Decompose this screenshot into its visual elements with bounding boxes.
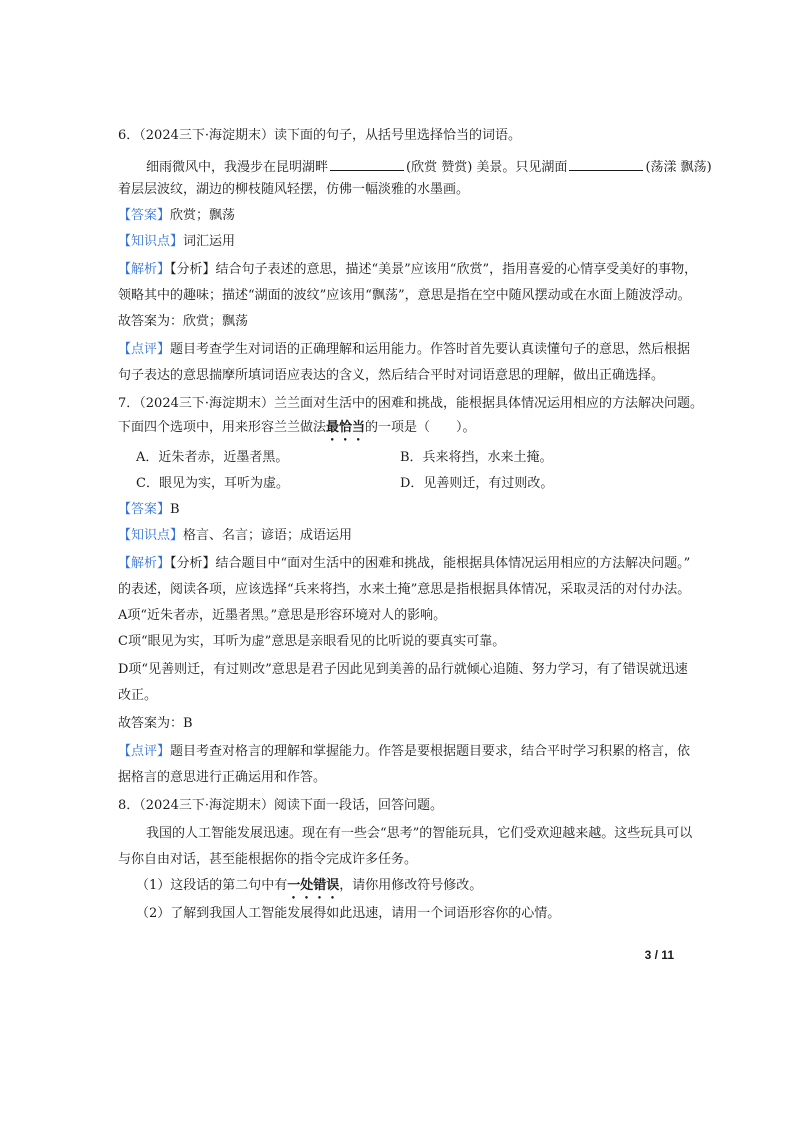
q7-comment-line-2: 据格言的意思进行正确运用和作答。 xyxy=(118,770,327,785)
analysis-tag: 【解析】 xyxy=(118,556,171,571)
q6-blank-1[interactable] xyxy=(330,158,404,171)
q7-analysis-line-7: 故答案为：B xyxy=(118,716,193,731)
knowledge-tag: 【知识点】 xyxy=(118,234,184,249)
q6-comment-line-2: 句子表达的意思揣摩所填词语应表达的含义，然后结合平时对词语意思的理解，做出正确选择。 xyxy=(118,368,665,383)
knowledge-tag: 【知识点】 xyxy=(118,528,184,543)
q7-option-b[interactable]: B．兵来将挡，水来土掩。 xyxy=(400,450,553,465)
q8-header: 8．（2024三下·海淀期末）阅读下面一段话，回答问题。 xyxy=(118,798,443,813)
q8-paragraph-line-2: 与你自由对话，甚至能根据你的指令完成许多任务。 xyxy=(118,852,418,867)
q7-knowledge-point: 【知识点】格言、名言；谚语；成语运用 xyxy=(118,528,353,543)
q7-comment-line-1: 【点评】题目考查对格言的理解和掌握能力。作答是要根据题目要求，结合平时学习积累的格言，依 xyxy=(118,744,691,759)
q6-paragraph-line-1: 细雨微风中，我漫步在昆明湖畔 (欣赏 赞赏) 美景。只见湖面 (荡漾 飘荡) xyxy=(146,160,712,175)
q6-analysis-line-2: 领略其中的趣味；描述“湖面的波纹”应该用“飘荡”，意思是指在空中随风摆动或在水面上随波浮动。 xyxy=(118,288,691,303)
q7-option-a[interactable]: A．近朱者赤，近墨者黑。 xyxy=(136,450,289,465)
answer-tag: 【答案】 xyxy=(118,502,171,517)
q7-analysis-line-6: 改正。 xyxy=(118,688,158,703)
q7-analysis-line-5: D项“见善则迁，有过则改”意思是君子因此见到美善的品行就倾心追随、努力学习，有了错误就迅速 xyxy=(118,662,688,677)
q7-analysis-line-3: A项“近朱者赤，近墨者黑。”意思是形容环境对人的影响。 xyxy=(118,608,447,623)
q7-header: 7．（2024三下·海淀期末）兰兰面对生活中的困难和挑战，能根据具体情况运用相应的方法解决问题。 xyxy=(118,396,703,411)
emphasis-text: 一处错误 xyxy=(287,878,340,893)
q6-comment-line-1: 【点评】题目考查学生对词语的正确理解和运用能力。作答时首先要认真读懂句子的意思，然后根据 xyxy=(118,342,691,357)
q7-analysis-line-2: 的表述，阅读各项，应该选择“兵来将挡，水来土掩”意思是指根据具体情况，采取灵活的对付办法。 xyxy=(118,582,691,597)
q6-blank-2[interactable] xyxy=(569,158,643,171)
page-number: 3 / 11 xyxy=(644,948,674,962)
analysis-tag: 【解析】 xyxy=(118,262,171,277)
q6-knowledge-point: 【知识点】词汇运用 xyxy=(118,234,236,249)
q7-option-d[interactable]: D．见善则迁，有过则改。 xyxy=(400,476,554,491)
answer-tag: 【答案】 xyxy=(118,208,171,223)
q7-analysis-line-4: C项“眼见为实，耳听为虚”意思是亲眼看见的比听说的要真实可靠。 xyxy=(118,634,506,649)
q8-subquestion-1: （1）这段话的第二句中有一处错误，请你用修改符号修改。 xyxy=(136,878,483,893)
comment-tag: 【点评】 xyxy=(118,342,171,357)
comment-tag: 【点评】 xyxy=(118,744,171,759)
q6-analysis-line-1: 【解析】【分析】结合句子表述的意思，描述“美景”应该用“欣赏”，指用喜爱的心情享受美好的事物， xyxy=(118,262,698,277)
q6-answer: 【答案】欣赏；飘荡 xyxy=(118,208,236,223)
q6-paragraph-line-2: 着层层波纹，湖边的柳枝随风轻摆，仿佛一幅淡雅的水墨画。 xyxy=(118,182,470,197)
emphasis-text: 最恰当 xyxy=(326,420,366,435)
q6-header: 6．（2024三下·海淀期末）读下面的句子，从括号里选择恰当的词语。 xyxy=(118,128,521,143)
q7-stem: 下面四个选项中，用来形容兰兰做法最恰当的一项是（ ）。 xyxy=(118,420,476,435)
q7-analysis-line-1: 【解析】【分析】结合题目中“面对生活中的困难和挑战，能根据具体情况运用相应的方法解决问题。” xyxy=(118,556,691,571)
q7-option-c[interactable]: C．眼见为实，耳听为虚。 xyxy=(136,476,289,491)
q6-analysis-line-3: 故答案为：欣赏；飘荡 xyxy=(118,314,249,329)
q7-answer: 【答案】B xyxy=(118,502,180,517)
q8-paragraph-line-1: 我国的人工智能发展迅速。现在有一些会“思考”的智能玩具，它们受欢迎越来越。这些玩具可以 xyxy=(146,826,693,841)
q8-subquestion-2: （2）了解到我国人工智能发展得如此迅速，请用一个词语形容你的心情。 xyxy=(136,906,561,921)
